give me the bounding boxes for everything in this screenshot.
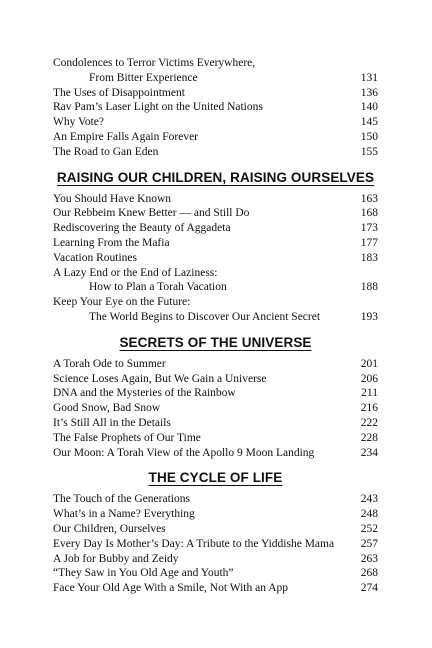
toc-entry <box>53 145 378 160</box>
toc-entry <box>53 401 378 416</box>
section-heading <box>53 168 378 188</box>
entry-page-number: 177 <box>360 237 378 249</box>
entry-title: Keep Your Eye on the Future: <box>53 296 191 309</box>
toc-entry <box>53 566 378 581</box>
toc-entry <box>53 130 378 145</box>
toc-entry <box>53 522 378 537</box>
entry-page-number: 234 <box>360 446 378 459</box>
entry-title: Science Loses Again, But We Gain a Universe <box>53 372 267 385</box>
section-heading-text: SECRETS OF THE UNIVERSE <box>119 334 312 350</box>
entry-title: A Job for Bubby and Zeidy <box>53 552 179 565</box>
entry-page-number: 268 <box>360 567 378 580</box>
entry-title: The World Begins to Discover Our Ancient Secret <box>89 311 321 323</box>
toc-entry-continuation <box>53 71 378 86</box>
toc-entry <box>53 431 378 446</box>
entry-page-number: 257 <box>360 537 378 550</box>
entry-page-number: 248 <box>360 508 378 521</box>
entry-page-number: 252 <box>360 523 378 535</box>
entry-title: Our Children, Ourselves <box>53 523 166 535</box>
entry-page-number: 206 <box>360 372 378 385</box>
toc-entry <box>53 446 378 461</box>
entry-page-number: 263 <box>360 552 378 565</box>
entry-title: Face Your Old Age With a Smile, Not With an App <box>53 582 289 595</box>
entry-title: Condolences to Terror Victims Everywhere, <box>53 57 256 69</box>
entry-title: Vacation Routines <box>53 251 137 264</box>
entry-page-number: 222 <box>360 417 378 429</box>
entry-page-number: 168 <box>360 207 378 220</box>
entry-title: What’s in a Name? Everything <box>53 508 195 521</box>
toc-entry <box>53 372 378 387</box>
entry-title: It’s Still All in the Details <box>53 417 171 429</box>
entry-title: An Empire Falls Again Forever <box>53 131 199 143</box>
toc-entry <box>53 416 378 431</box>
entry-title: DNA and the Mysteries of the Rainbow <box>53 387 236 400</box>
toc-entry <box>53 100 378 115</box>
toc-entry-continuation <box>53 280 378 295</box>
entry-page-number: 136 <box>360 86 378 99</box>
entry-page-number: 228 <box>360 431 378 444</box>
entry-page-number: 243 <box>360 493 378 506</box>
toc-entry-continuation <box>53 310 378 325</box>
entry-title: Rediscovering the Beauty of Aggadeta <box>53 222 231 235</box>
toc-entry <box>53 192 378 207</box>
entry-title: “They Saw in You Old Age and Youth” <box>53 567 234 580</box>
toc-entry <box>53 206 378 221</box>
entry-title: The Road to Gan Eden <box>53 145 159 158</box>
entry-title: The False Prophets of Our Time <box>53 431 201 444</box>
toc-entry <box>53 295 378 310</box>
entry-page-number: 188 <box>360 281 378 294</box>
toc-entry <box>53 552 378 567</box>
entry-title: A Lazy End or the End of Laziness: <box>53 266 218 279</box>
entry-page-number: 173 <box>360 222 378 235</box>
entry-page-number: 193 <box>360 311 378 323</box>
section-heading-text: RAISING OUR CHILDREN, RAISING OURSELVES <box>56 169 375 185</box>
entry-title: A Torah Ode to Summer <box>53 357 166 370</box>
section-heading <box>53 468 378 488</box>
toc-entry <box>53 221 378 236</box>
entry-page-number: 211 <box>361 387 378 400</box>
entry-page-number: 201 <box>360 357 378 370</box>
toc-entry <box>53 266 378 281</box>
entry-page-number: 145 <box>360 116 378 129</box>
entry-title: Every Day Is Mother’s Day: A Tribute to the Yiddishe Mama <box>53 537 335 550</box>
section-heading <box>53 333 378 353</box>
toc-entry <box>53 386 378 401</box>
toc-entry <box>53 507 378 522</box>
entry-title: Our Moon: A Torah View of the Apollo 9 Moon Landing <box>53 446 315 459</box>
entry-page-number: 183 <box>360 251 378 264</box>
toc-entry <box>53 492 378 507</box>
toc-entry <box>53 251 378 266</box>
toc-entry <box>53 56 378 71</box>
entry-title: Our Rebbeim Knew Better — and Still Do <box>53 207 250 220</box>
entry-page-number: 274 <box>360 582 378 595</box>
entry-page-number: 131 <box>360 71 378 84</box>
entry-title: How to Plan a Torah Vacation <box>89 281 227 294</box>
entry-page-number: 140 <box>360 101 378 114</box>
entry-page-number: 155 <box>360 145 378 158</box>
entry-page-number: 216 <box>360 402 378 415</box>
toc-entry <box>53 581 378 596</box>
entry-title: Learning From the Mafia <box>53 237 170 249</box>
entry-title: The Touch of the Generations <box>53 493 190 506</box>
entry-title: Why Vote? <box>53 116 104 129</box>
toc-entry <box>53 86 378 101</box>
toc-entry <box>53 236 378 251</box>
entry-title: From Bitter Experience <box>89 71 198 84</box>
entry-title: Rav Pam’s Laser Light on the United Nations <box>53 101 263 114</box>
section-heading-text: THE CYCLE OF LIFE <box>148 470 283 486</box>
toc-entry <box>53 115 378 130</box>
entry-title: You Should Have Known <box>53 192 171 205</box>
toc-entry <box>53 537 378 552</box>
entry-title: Good Snow, Bad Snow <box>53 402 161 415</box>
toc-entry <box>53 357 378 372</box>
entry-title: The Uses of Disappointment <box>53 86 185 99</box>
entry-page-number: 150 <box>360 131 378 143</box>
entry-page-number: 163 <box>360 192 378 205</box>
